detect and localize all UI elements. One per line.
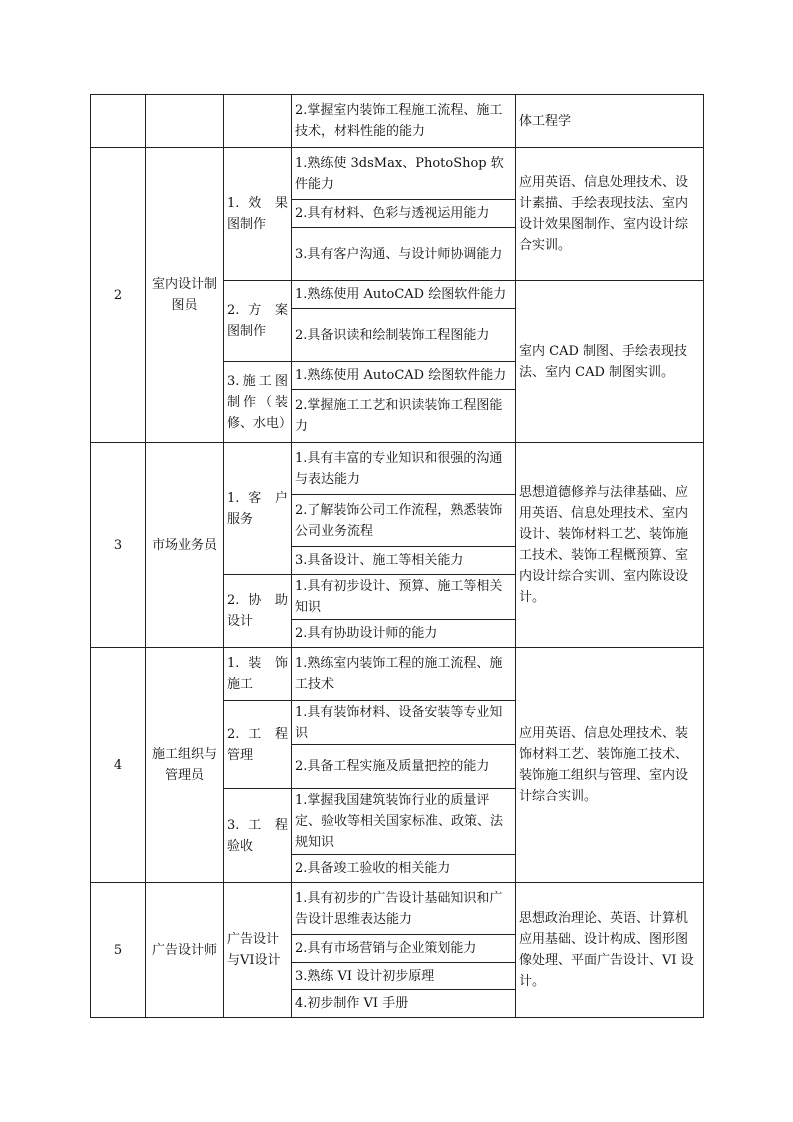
task-name-line: 广告设计 xyxy=(227,932,280,947)
task-name-line: 服务 xyxy=(227,511,254,527)
ability-cell: 3.具有客户沟通、与设计师协调能力 xyxy=(292,228,516,281)
ability-cell: 2.具有协助设计师的能力 xyxy=(292,620,516,648)
task-name-line: 与VI设计 xyxy=(227,953,281,968)
table-row xyxy=(91,883,704,935)
number-cell xyxy=(91,95,146,148)
post-cell xyxy=(146,95,224,148)
task-name-line: 施工 xyxy=(227,677,254,692)
ability-cell: 4.初步制作 VI 手册 xyxy=(292,990,516,1018)
ability-cell: 1.具有初步的广告设计基础知识和广告设计思维表达能力 xyxy=(292,883,516,935)
task-name-line: 验收 xyxy=(227,838,254,854)
post-cell: 施工组织与管理员 xyxy=(146,648,224,883)
number-cell: 4 xyxy=(91,648,146,883)
ability-cell: 1.熟练使用 AutoCAD 绘图软件能力 xyxy=(292,281,516,309)
number-cell: 2 xyxy=(91,148,146,443)
post-cell: 室内设计制图员 xyxy=(146,148,224,443)
task-cell xyxy=(224,148,292,281)
ability-cell: 3.具备设计、施工等相关能力 xyxy=(292,547,516,575)
task-cell xyxy=(224,789,292,883)
task-cell xyxy=(224,95,292,148)
ability-cell: 1.熟练使 3dsMax、PhotoShop 软件能力 xyxy=(292,148,516,200)
ability-cell: 1.熟练室内装饰工程的施工流程、施工技术 xyxy=(292,648,516,701)
task-name-line: 图制作 xyxy=(227,324,267,339)
number-cell: 5 xyxy=(91,883,146,1018)
ability-cell: 2.具有市场营销与企业策划能力 xyxy=(292,935,516,963)
task-cell xyxy=(224,883,292,1018)
task-name-line: 2. 协 助 xyxy=(227,593,288,608)
table-row xyxy=(91,648,704,701)
ability-cell: 1.具有初步设计、预算、施工等相关知识 xyxy=(292,575,516,620)
task-name-line: 2. 方 案 xyxy=(227,303,288,318)
courses-cell: 思想道德修养与法律基础、应用英语、信息处理技术、室内设计、装饰材料工艺、装饰施工技术、装饰工程概预算、室内设计综合实训、室内陈设设计。 xyxy=(516,443,704,648)
task-name-line: 设计 xyxy=(227,614,254,629)
ability-cell: 1.熟练使用 AutoCAD 绘图软件能力 xyxy=(292,362,516,390)
ability-cell: 1.掌握我国建筑装饰行业的质量评定、验收等相关国家标准、政策、法规知识 xyxy=(292,789,516,855)
ability-cell: 3.熟练 VI 设计初步原理 xyxy=(292,963,516,990)
task-cell xyxy=(224,648,292,701)
table-row xyxy=(91,443,704,495)
post-cell: 广告设计师 xyxy=(146,883,224,1018)
task-name-line: 1. 客 户 xyxy=(227,490,288,506)
ability-cell: 2.具备工程实施及质量把控的能力 xyxy=(292,745,516,789)
post-cell: 市场业务员 xyxy=(146,443,224,648)
task-name-line: 3.施工图 xyxy=(227,373,288,389)
courses-cell: 思想政治理论、英语、计算机应用基础、设计构成、图形图像处理、平面广告设计、VI 设计。 xyxy=(516,883,704,1018)
ability-cell: 2.掌握施工工艺和识读装饰工程图能力 xyxy=(292,390,516,443)
courses-cell: 应用英语、信息处理技术、装饰材料工艺、装饰施工技术、装饰施工组织与管理、室内设计综合实训。 xyxy=(516,648,704,883)
task-cell xyxy=(224,362,292,443)
ability-cell: 1.具有装饰材料、设备安装等专业知识 xyxy=(292,701,516,745)
ability-cell: 2.具备识读和绘制装饰工程图能力 xyxy=(292,309,516,362)
ability-cell: 1.具有丰富的专业知识和很强的沟通与表达能力 xyxy=(292,443,516,495)
task-name-line: 管理 xyxy=(227,747,254,763)
task-cell xyxy=(224,443,292,575)
ability-cell: 2.具备竣工验收的相关能力 xyxy=(292,855,516,883)
task-cell xyxy=(224,281,292,362)
task-name-line: 1. 效 果 xyxy=(227,196,288,211)
courses-cell: 室内 CAD 制图、手绘表现技法、室内 CAD 制图实训。 xyxy=(516,281,704,443)
courses-cell: 应用英语、信息处理技术、设计素描、手绘表现技法、室内设计效果图制作、室内设计综合实训。 xyxy=(516,148,704,281)
task-name-line: 图制作 xyxy=(227,217,267,232)
courses-cell: 体工程学 xyxy=(516,95,704,148)
curriculum-table xyxy=(90,94,704,1018)
table-row-continuation xyxy=(91,95,704,148)
task-name-line: 制作（装修、水电） xyxy=(227,394,293,431)
task-name-line: 3. 工 程 xyxy=(227,817,288,833)
task-cell xyxy=(224,575,292,648)
task-name-line: 1. 装 饰 xyxy=(227,656,288,671)
task-name-line: 2. 工 程 xyxy=(227,726,288,742)
table-row xyxy=(91,148,704,200)
ability-cell: 2.了解装饰公司工作流程，熟悉装饰公司业务流程 xyxy=(292,495,516,547)
number-cell: 3 xyxy=(91,443,146,648)
ability-cell: 2.掌握室内装饰工程施工流程、施工技术，材料性能的能力 xyxy=(292,95,516,148)
task-cell xyxy=(224,701,292,789)
ability-cell: 2.具有材料、色彩与透视运用能力 xyxy=(292,200,516,228)
